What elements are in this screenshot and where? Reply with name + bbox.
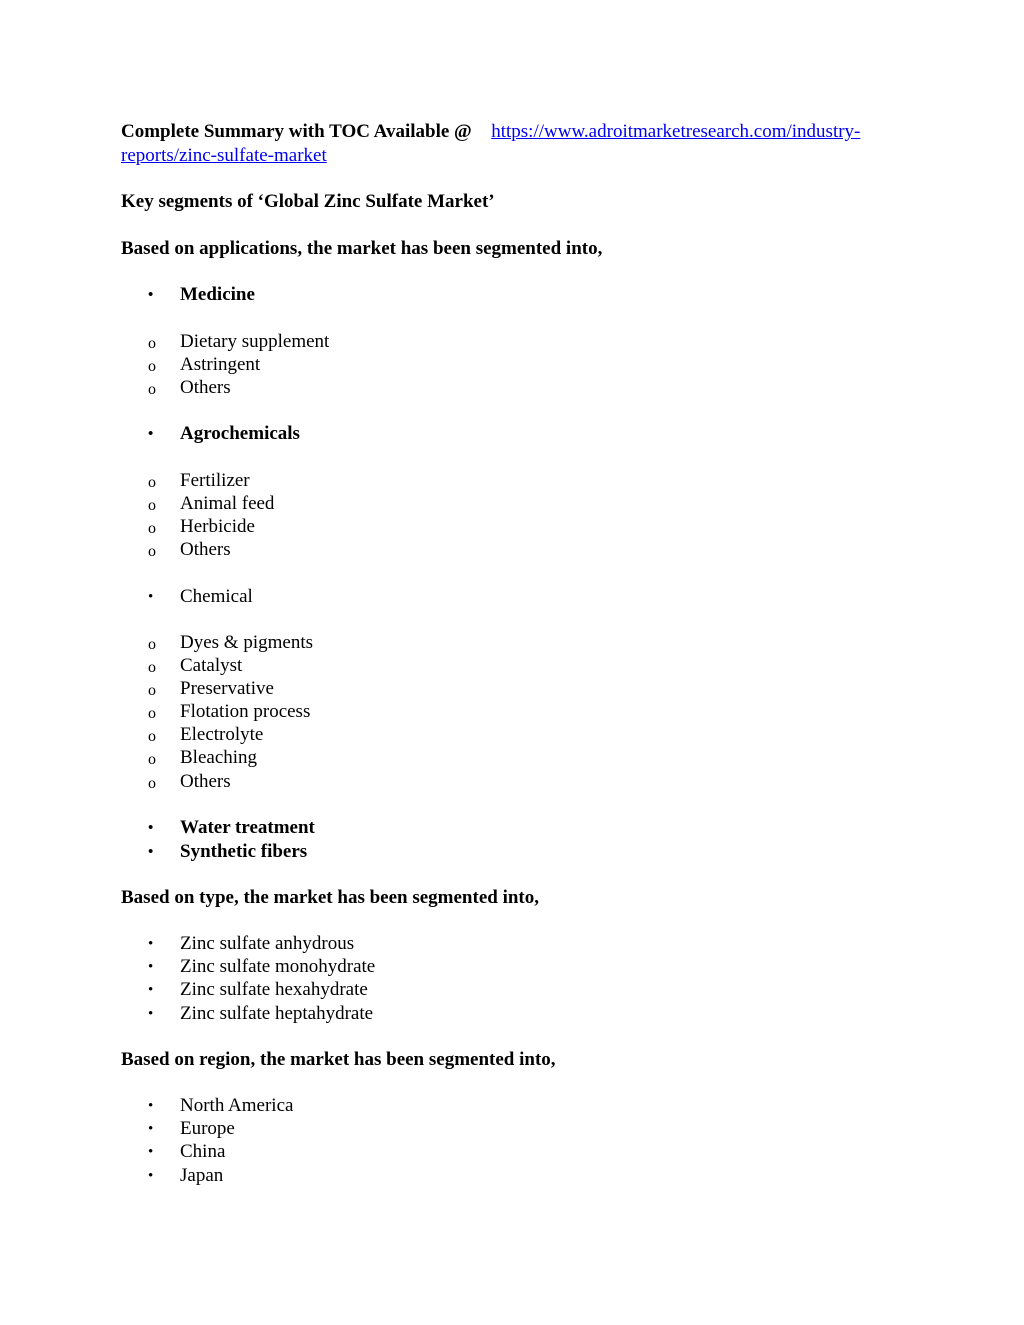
circle-marker: o xyxy=(148,474,156,491)
applications-heading: Based on applications, the market has been segmented into, xyxy=(121,238,603,259)
list-item-type: • Zinc sulfate heptahydrate xyxy=(148,1003,374,1024)
circle-marker: o xyxy=(148,775,156,792)
circle-marker: o xyxy=(148,335,156,352)
sub-list-item: o Dietary supplement xyxy=(148,330,329,354)
circle-marker: o xyxy=(148,543,156,560)
type-heading: Based on type, the market has been segmented into, xyxy=(121,887,539,908)
list-item-water-treatment: • Water treatment xyxy=(148,817,315,838)
sub-list-item: o Electrolyte xyxy=(148,723,263,747)
sub-list-item: o Dyes & pigments xyxy=(148,631,313,655)
circle-marker: o xyxy=(148,381,156,398)
summary-label: Complete Summary with TOC Available @ xyxy=(121,121,472,142)
bullet-marker: • xyxy=(148,1144,154,1160)
list-item-chemical: • Chemical xyxy=(148,586,253,607)
bullet-marker: • xyxy=(148,1098,154,1114)
bullet-marker: • xyxy=(148,1006,154,1022)
sub-list-item: o Preservative xyxy=(148,677,274,701)
sub-list-item: o Flotation process xyxy=(148,700,310,724)
sub-list-item: o Others xyxy=(148,376,231,400)
sub-list-item: o Herbicide xyxy=(148,515,255,539)
report-link-part1[interactable]: https://www.adroitmarketresearch.com/industry- xyxy=(491,121,861,142)
list-item-region: • North America xyxy=(148,1095,294,1116)
bullet-marker: • xyxy=(148,589,154,605)
circle-marker: o xyxy=(148,636,156,653)
circle-marker: o xyxy=(148,682,156,699)
bullet-marker: • xyxy=(148,820,154,836)
circle-marker: o xyxy=(148,358,156,375)
circle-marker: o xyxy=(148,705,156,722)
list-item-agrochemicals: • Agrochemicals xyxy=(148,423,300,444)
key-segments-heading: Key segments of ‘Global Zinc Sulfate Market’ xyxy=(121,191,495,212)
bullet-marker: • xyxy=(148,844,154,860)
list-item-region: • China xyxy=(148,1141,226,1162)
circle-marker: o xyxy=(148,728,156,745)
list-item-medicine: • Medicine xyxy=(148,284,255,305)
bullet-marker: • xyxy=(148,1168,154,1184)
sub-list-item: o Astringent xyxy=(148,353,260,377)
sub-list-item: o Others xyxy=(148,538,231,562)
sub-list-item: o Animal feed xyxy=(148,492,274,516)
list-item-synthetic-fibers: • Synthetic fibers xyxy=(148,841,308,862)
bullet-marker: • xyxy=(148,426,154,442)
list-item-region: • Europe xyxy=(148,1118,235,1139)
bullet-marker: • xyxy=(148,287,154,303)
bullet-marker: • xyxy=(148,959,154,975)
list-item-type: • Zinc sulfate monohydrate xyxy=(148,956,376,977)
circle-marker: o xyxy=(148,659,156,676)
sub-list-item: o Bleaching xyxy=(148,746,257,770)
list-item-region: • Japan xyxy=(148,1165,224,1186)
bullet-marker: • xyxy=(148,1121,154,1137)
sub-list-item: o Catalyst xyxy=(148,654,242,678)
list-item-type: • Zinc sulfate anhydrous xyxy=(148,933,355,954)
summary-line xyxy=(121,120,860,143)
bullet-marker: • xyxy=(148,936,154,952)
list-item-type: • Zinc sulfate hexahydrate xyxy=(148,979,368,1000)
region-heading: Based on region, the market has been segmented into, xyxy=(121,1049,556,1070)
bullet-marker: • xyxy=(148,982,154,998)
report-link-part2[interactable]: reports/zinc-sulfate-market xyxy=(121,145,327,166)
sub-list-item: o Others xyxy=(148,770,231,794)
circle-marker: o xyxy=(148,520,156,537)
circle-marker: o xyxy=(148,497,156,514)
sub-list-item: o Fertilizer xyxy=(148,469,250,493)
circle-marker: o xyxy=(148,751,156,768)
